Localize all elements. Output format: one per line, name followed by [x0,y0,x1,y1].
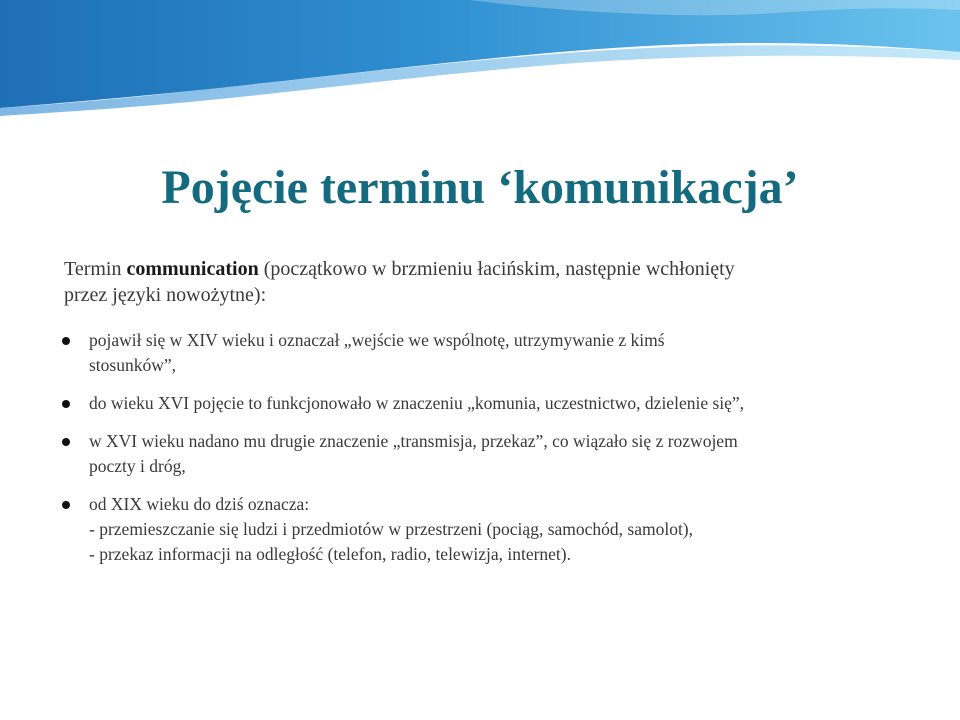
bullet-dot-icon [62,400,70,408]
intro-prefix: Termin [64,258,127,280]
bullet-list [62,328,922,580]
bullet-dot-icon [62,501,70,509]
slide-title: Pojęcie terminu ‘komunikacja’ [161,161,799,214]
header-wave-decoration [0,0,960,130]
bullet-line: stosunków”, [89,355,177,375]
intro-suffix: (początkowo w brzmieniu łacińskim, następnie wchłonięty [258,258,735,280]
bullet-dot-icon [62,438,70,446]
bullet-line: - przemieszczanie się ludzi i przedmiotów w przestrzeni (pociąg, samochód, samolot), [89,519,694,539]
intro-keyword: communication [126,258,259,280]
intro-paragraph [64,256,904,308]
intro-line-2: przez języki nowożytne): [64,284,267,306]
bullet-item [62,328,922,378]
bullet-line: - przekaz informacji na odległość (telefon, radio, telewizja, internet). [89,544,572,564]
bullet-dot-icon [62,337,70,345]
bullet-line: poczty i dróg, [89,456,186,476]
bullet-line: pojawił się w XIV wieku i oznaczał „wejście we wspólnotę, utrzymywanie z kimś [89,330,665,350]
bullet-item [62,492,922,567]
bullet-item [62,391,922,416]
bullet-line: od XIX wieku do dziś oznacza: [89,494,310,514]
bullet-line: w XVI wieku nadano mu drugie znaczenie „transmisja, przekaz”, co wiązało się z rozwojem [89,431,738,451]
bullet-line: do wieku XVI pojęcie to funkcjonowało w znaczeniu „komunia, uczestnictwo, dzielenie się”, [89,393,745,413]
bullet-item [62,429,922,479]
